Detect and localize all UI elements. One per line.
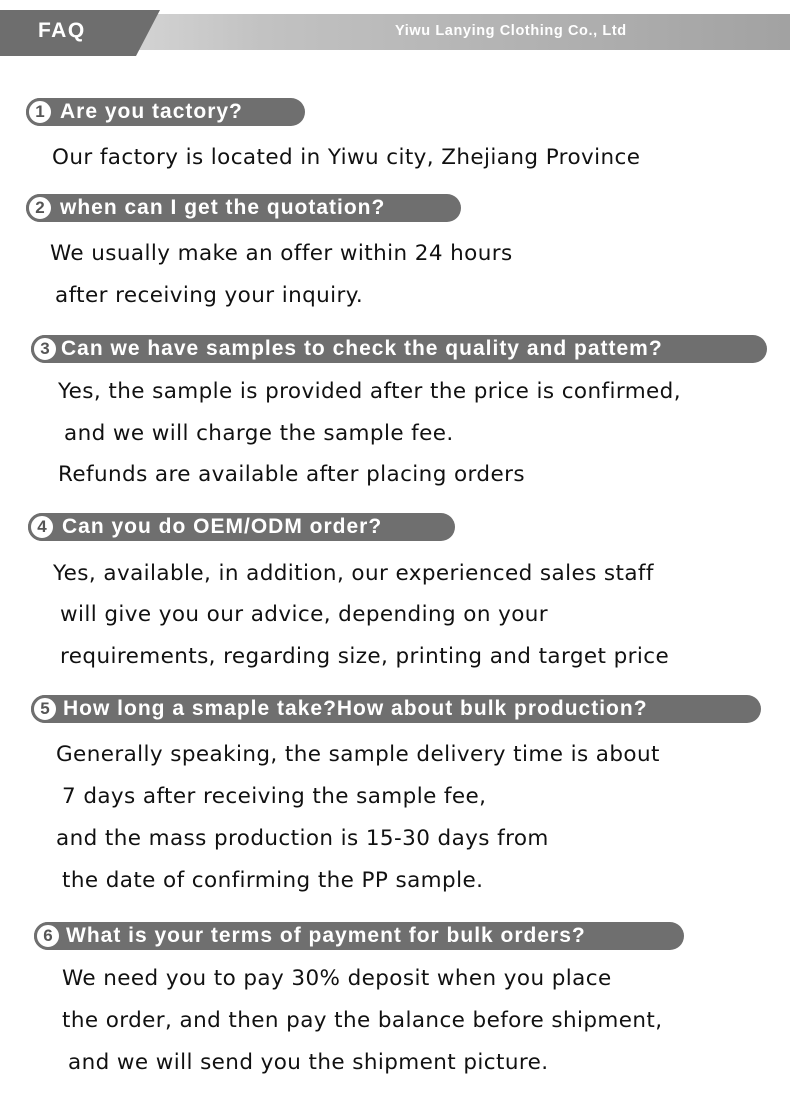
answer-5-line-1: Generally speaking, the sample delivery time is about — [56, 742, 660, 767]
answer-4-line-2: will give you our advice, depending on your — [60, 602, 549, 627]
answer-3-line-1: Yes, the sample is provided after the price is confirmed, — [58, 379, 681, 404]
answer-1-line-1: Our factory is located in Yiwu city, Zhejiang Province — [52, 145, 641, 170]
answer-5-line-3: and the mass production is 15-30 days from — [56, 826, 549, 851]
answer-6-line-1: We need you to pay 30% deposit when you place — [62, 966, 612, 991]
answer-5-line-2: 7 days after receiving the sample fee, — [62, 784, 487, 809]
answer-4-line-3: requirements, regarding size, printing and target price — [60, 644, 670, 669]
answer-2-line-2: after receiving your inquiry. — [55, 283, 364, 308]
question-number-2: 2 — [26, 194, 54, 222]
question-text-2: when can I get the quotation? — [60, 196, 386, 219]
question-number-3: 3 — [31, 335, 59, 363]
question-text-4: Can you do OEM/ODM order? — [62, 515, 383, 538]
question-number-6: 6 — [34, 922, 62, 950]
question-3 — [31, 335, 767, 363]
question-6 — [34, 922, 684, 950]
question-text-3: Can we have samples to check the quality and pattem? — [61, 337, 663, 360]
faq-header — [0, 0, 790, 58]
question-text-5: How long a smaple take?How about bulk production? — [63, 697, 648, 720]
page-title: FAQ — [38, 19, 86, 42]
question-5 — [31, 695, 761, 723]
answer-3-line-2: and we will charge the sample fee. — [64, 421, 454, 446]
answer-4-line-1: Yes, available, in addition, our experienced sales staff — [53, 561, 654, 586]
question-number-1: 1 — [26, 98, 54, 126]
answer-3-line-3: Refunds are available after placing orders — [58, 462, 525, 487]
question-number-5: 5 — [31, 695, 59, 723]
question-text-6: What is your terms of payment for bulk orders? — [66, 924, 586, 947]
question-text-1: Are you tactory? — [60, 100, 243, 123]
company-name: Yiwu Lanying Clothing Co., Ltd — [395, 23, 627, 39]
answer-2-line-1: We usually make an offer within 24 hours — [50, 241, 513, 266]
question-1 — [26, 98, 305, 126]
question-2 — [26, 194, 461, 222]
answer-6-line-3: and we will send you the shipment picture. — [68, 1050, 549, 1075]
answer-5-line-4: the date of confirming the PP sample. — [62, 868, 484, 893]
question-4 — [28, 513, 455, 541]
question-number-4: 4 — [28, 513, 56, 541]
answer-6-line-2: the order, and then pay the balance before shipment, — [62, 1008, 663, 1033]
